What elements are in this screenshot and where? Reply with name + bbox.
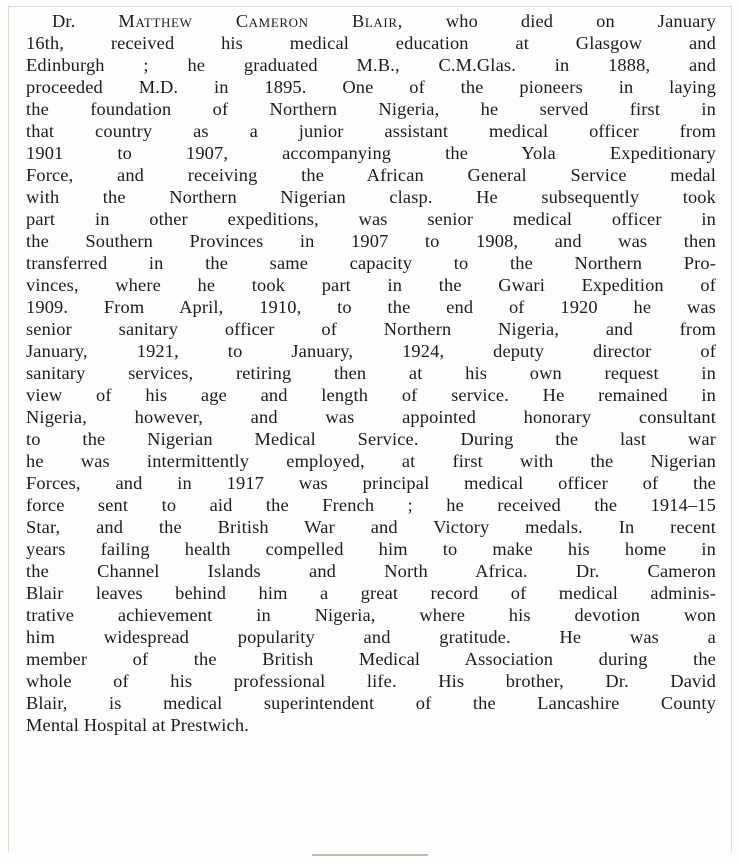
- text-line: vinces, where he took part in the Gwari Expedition of: [26, 275, 716, 295]
- text-line: the foundation of Northern Nigeria, he served first in: [26, 99, 716, 119]
- clipping-top-edge: [8, 6, 732, 7]
- text-line: years failing health compelled him to make his home in: [26, 539, 716, 559]
- text-line: whole of his professional life. His brother, Dr. David: [26, 671, 716, 691]
- text-line: Blair leaves behind him a great record of medical adminis-: [26, 583, 716, 603]
- text-line: view of his age and length of service. He remained in: [26, 385, 716, 405]
- text-line: that country as a junior assistant medical officer from: [26, 121, 716, 141]
- text-line: the Channel Islands and North Africa. Dr. Cameron: [26, 561, 716, 581]
- text-line: sanitary services, retiring then at his own request in: [26, 363, 716, 383]
- text-line: force sent to aid the French ; he received the 1914–15: [26, 495, 716, 515]
- text-line: Nigeria, however, and was appointed honorary consultant: [26, 407, 716, 427]
- obituary-name: Matthew Cameron Blair,: [118, 11, 403, 31]
- text-line: 1901 to 1907, accompanying the Yola Expeditionary: [26, 143, 716, 163]
- text-line: transferred in the same capacity to the Northern Pro-: [26, 253, 716, 273]
- text-line: part in other expeditions, was senior medical officer in: [26, 209, 716, 229]
- text-line: 1909. From April, 1910, to the end of 1920 he was: [26, 297, 716, 317]
- text-line: Blair, is medical superintendent of the Lancashire County: [26, 693, 716, 713]
- text-line: [26, 10, 716, 32]
- text-line: trative achievement in Nigeria, where his devotion won: [26, 605, 716, 625]
- text-line: January, 1921, to January, 1924, deputy director of: [26, 341, 716, 361]
- text-line: 16th, received his medical education at Glasgow and: [26, 33, 716, 53]
- clipping-left-edge: [8, 6, 9, 852]
- clipping-right-edge: [731, 6, 732, 852]
- intro-word: Dr.: [52, 11, 76, 31]
- text-line: Forces, and in 1917 was principal medical officer of the: [26, 473, 716, 493]
- text-line: Mental Hospital at Prestwich.: [26, 715, 249, 735]
- text-line: Force, and receiving the African General Service medal: [26, 165, 716, 185]
- text-line: he was intermittently employed, at first with the Nigerian: [26, 451, 716, 471]
- text-line: the Southern Provinces in 1907 to 1908, and was then: [26, 231, 716, 251]
- text-line: Edinburgh ; he graduated M.B., C.M.Glas. in 1888, and: [26, 55, 716, 75]
- obituary-text: [26, 10, 716, 736]
- text-line-fragment: who died on January: [445, 11, 717, 31]
- text-line: proceeded M.D. in 1895. One of the pioneers in laying: [26, 77, 716, 97]
- text-line: to the Nigerian Medical Service. During the last war: [26, 429, 716, 449]
- text-line: member of the British Medical Association during the: [26, 649, 716, 669]
- text-line: senior sanitary officer of Northern Nigeria, and from: [26, 319, 716, 339]
- section-divider: [312, 854, 428, 856]
- text-line: Star, and the British War and Victory medals. In recent: [26, 517, 716, 537]
- text-line: with the Northern Nigerian clasp. He subsequently took: [26, 187, 716, 207]
- text-line: him widespread popularity and gratitude. He was a: [26, 627, 716, 647]
